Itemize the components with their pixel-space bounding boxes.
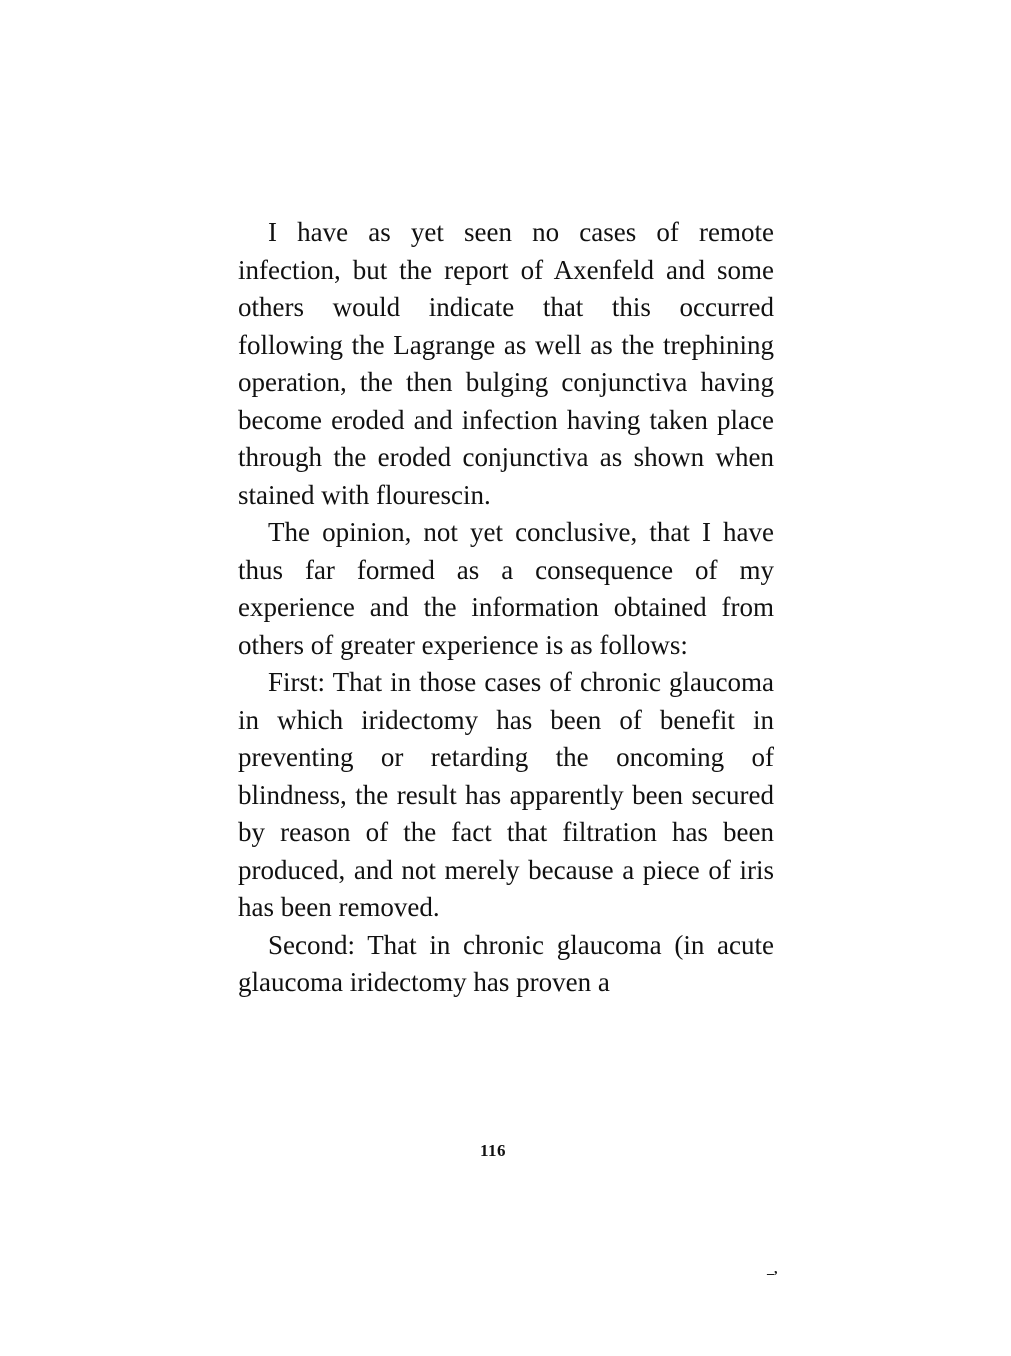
margin-mark: _, [767, 1262, 778, 1277]
paragraph-second: Second: That in chronic glaucoma (in acute glaucoma iridectomy has proven a [238, 929, 774, 997]
page-number: 116 [480, 1141, 507, 1160]
paragraph-remote-infection: I have as yet seen no cases of remote infection, but the report of Axenfeld and some others would indicate that this occurred following the Lagrange as well as the trephining operation, the then bulging conjunctiva having become eroded and infection having taken place through the eroded conjunctiva as shown when stained with flourescin. [238, 217, 774, 510]
paragraph-first: First: That in those cases of chronic glaucoma in which iridectomy has been of benefit in preventing or retarding the oncoming of blindness, the result has apparently been secured by reason of the fact that filtration has been produced, and not merely because a piece of iris has been removed. [238, 667, 774, 922]
body-text [238, 214, 774, 1002]
paragraph-opinion: The opinion, not yet conclusive, that I have thus far formed as a consequence of my experience and the information obtained from others of greater experience is as follows: [238, 517, 774, 660]
